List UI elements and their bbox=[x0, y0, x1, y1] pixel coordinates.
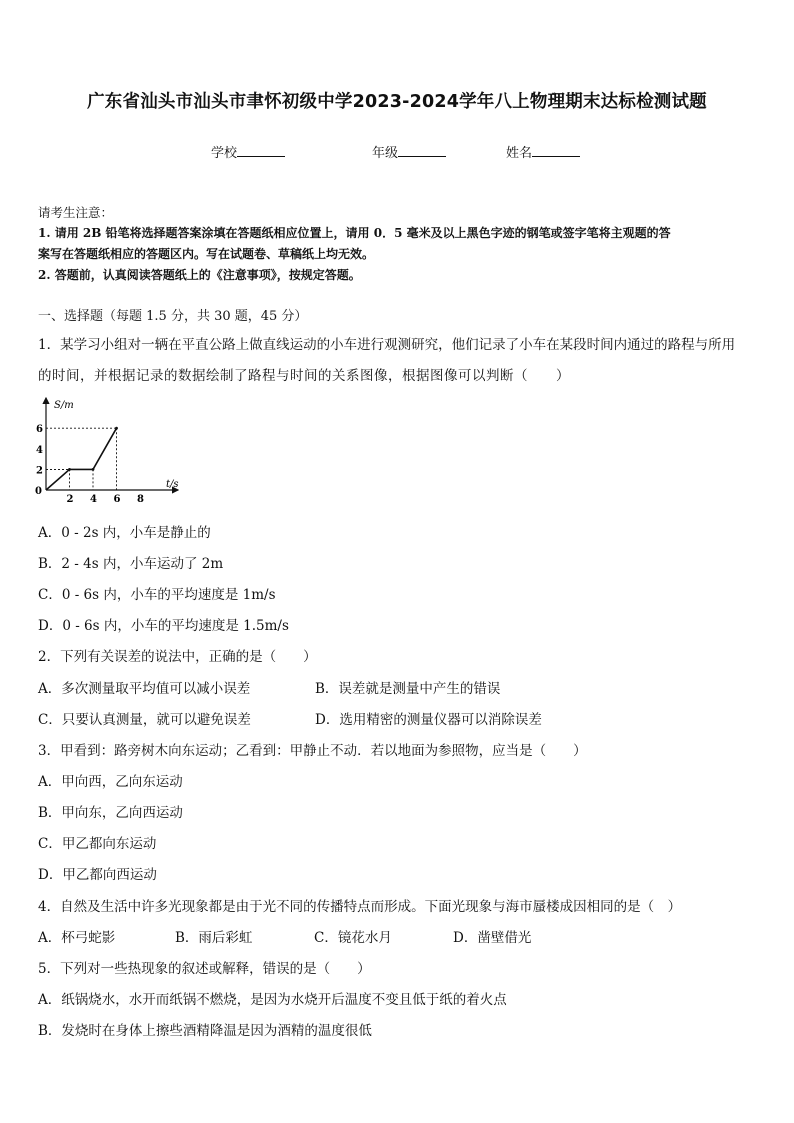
q5-option-a[interactable]: A．纸锅烧水，水开而纸锅不燃烧，是因为水烧开后温度不变且低于纸的着火点 bbox=[38, 992, 507, 1008]
q2-option-d[interactable]: D．选用精密的测量仪器可以消除误差 bbox=[315, 712, 542, 728]
q2-option-a[interactable]: A．多次测量取平均值可以减小误差 bbox=[38, 681, 251, 697]
q4-stem: 4．自然及生活中许多光现象都是由于光不同的传播特点而形成。下面光现象与海市蜃楼成因相同的是（ ） bbox=[38, 899, 682, 915]
q1-option-b[interactable]: B．2 - 4s 内，小车运动了 2m bbox=[38, 556, 224, 572]
x-axis-label: t/s bbox=[166, 479, 179, 490]
q3-option-a[interactable]: A．甲向西，乙向东运动 bbox=[38, 774, 183, 790]
x-tick-label-8: 8 bbox=[137, 494, 144, 505]
school-blank[interactable] bbox=[237, 144, 285, 157]
notice-line2: 2. 答题前，认真阅读答题纸上的《注意事项》，按规定答题。 bbox=[38, 268, 361, 282]
notice-heading: 请考生注意： bbox=[38, 205, 114, 220]
grade-field[interactable] bbox=[372, 142, 446, 161]
q4-option-a[interactable]: A．杯弓蛇影 bbox=[38, 930, 116, 946]
x-tick-label-2: 2 bbox=[66, 494, 74, 505]
x-tick-label-4: 4 bbox=[90, 494, 97, 505]
q2-option-b[interactable]: B．误差就是测量中产生的错误 bbox=[315, 681, 501, 697]
name-field[interactable] bbox=[506, 142, 580, 161]
page-title: 广东省汕头市汕头市聿怀初级中学2023-2024学年八上物理期末达标检测试题 bbox=[87, 92, 707, 112]
q3-stem: 3．甲看到：路旁树木向东运动；乙看到：甲静止不动．若以地面为参照物，应当是（ ） bbox=[38, 743, 587, 759]
q4-option-d[interactable]: D．凿壁借光 bbox=[453, 930, 532, 946]
q4-option-c[interactable]: C．镜花水月 bbox=[314, 930, 392, 946]
q5-stem: 5．下列对一些热现象的叙述或解释，错误的是（ ） bbox=[38, 961, 371, 977]
q5-option-b[interactable]: B．发烧时在身体上擦些酒精降温是因为酒精的温度很低 bbox=[38, 1023, 372, 1039]
q1-stem-line2: 的时间，并根据记录的数据绘制了路程与时间的关系图像，根据图像可以判断（ ） bbox=[38, 368, 570, 384]
y-tick-label-2: 2 bbox=[36, 465, 43, 477]
section-heading: 一、选择题（每题 1.5 分，共 30 题，45 分） bbox=[38, 309, 308, 324]
q1-option-a[interactable]: A．0 - 2s 内，小车是静止的 bbox=[38, 525, 211, 541]
series-line bbox=[46, 428, 117, 490]
grade-label: 年级 bbox=[372, 146, 399, 161]
name-blank[interactable] bbox=[532, 144, 580, 157]
y-axis-label: S/m bbox=[54, 400, 74, 411]
y-tick-label-6: 6 bbox=[36, 424, 43, 436]
q2-option-c[interactable]: C．只要认真测量，就可以避免误差 bbox=[38, 712, 251, 728]
distance-time-graph bbox=[30, 394, 190, 506]
y-tick-label-4: 4 bbox=[36, 444, 43, 456]
q4-option-b[interactable]: B．雨后彩虹 bbox=[175, 930, 253, 946]
school-label: 学校 bbox=[211, 146, 238, 161]
grade-blank[interactable] bbox=[398, 144, 446, 157]
q3-option-b[interactable]: B．甲向东，乙向西运动 bbox=[38, 805, 183, 821]
origin-label: 0 bbox=[35, 486, 42, 497]
name-label: 姓名 bbox=[506, 146, 533, 161]
notice-line1b: 案写在答题纸相应的答题区内。写在试题卷、草稿纸上均无效。 bbox=[38, 247, 375, 261]
q1-stem-line1: 1．某学习小组对一辆在平直公路上做直线运动的小车进行观测研究，他们记录了小车在某段时间内通过的路程与所用 bbox=[38, 337, 736, 353]
q1-option-c[interactable]: C．0 - 6s 内，小车的平均速度是 1m/s bbox=[38, 587, 276, 603]
q1-option-d[interactable]: D．0 - 6s 内，小车的平均速度是 1.5m/s bbox=[38, 618, 289, 634]
x-tick-label-6: 6 bbox=[113, 494, 121, 505]
q2-stem: 2．下列有关误差的说法中，正确的是（ ） bbox=[38, 649, 317, 665]
q3-option-c[interactable]: C．甲乙都向东运动 bbox=[38, 836, 157, 852]
notice-line1a: 1. 请用 2B 铅笔将选择题答案涂填在答题纸相应位置上，请用 0．5 毫米及以上黑色字迹的钢笔或签字笔将主观题的答 bbox=[38, 226, 671, 240]
school-field[interactable] bbox=[211, 142, 285, 161]
q3-option-d[interactable]: D．甲乙都向西运动 bbox=[38, 867, 157, 883]
